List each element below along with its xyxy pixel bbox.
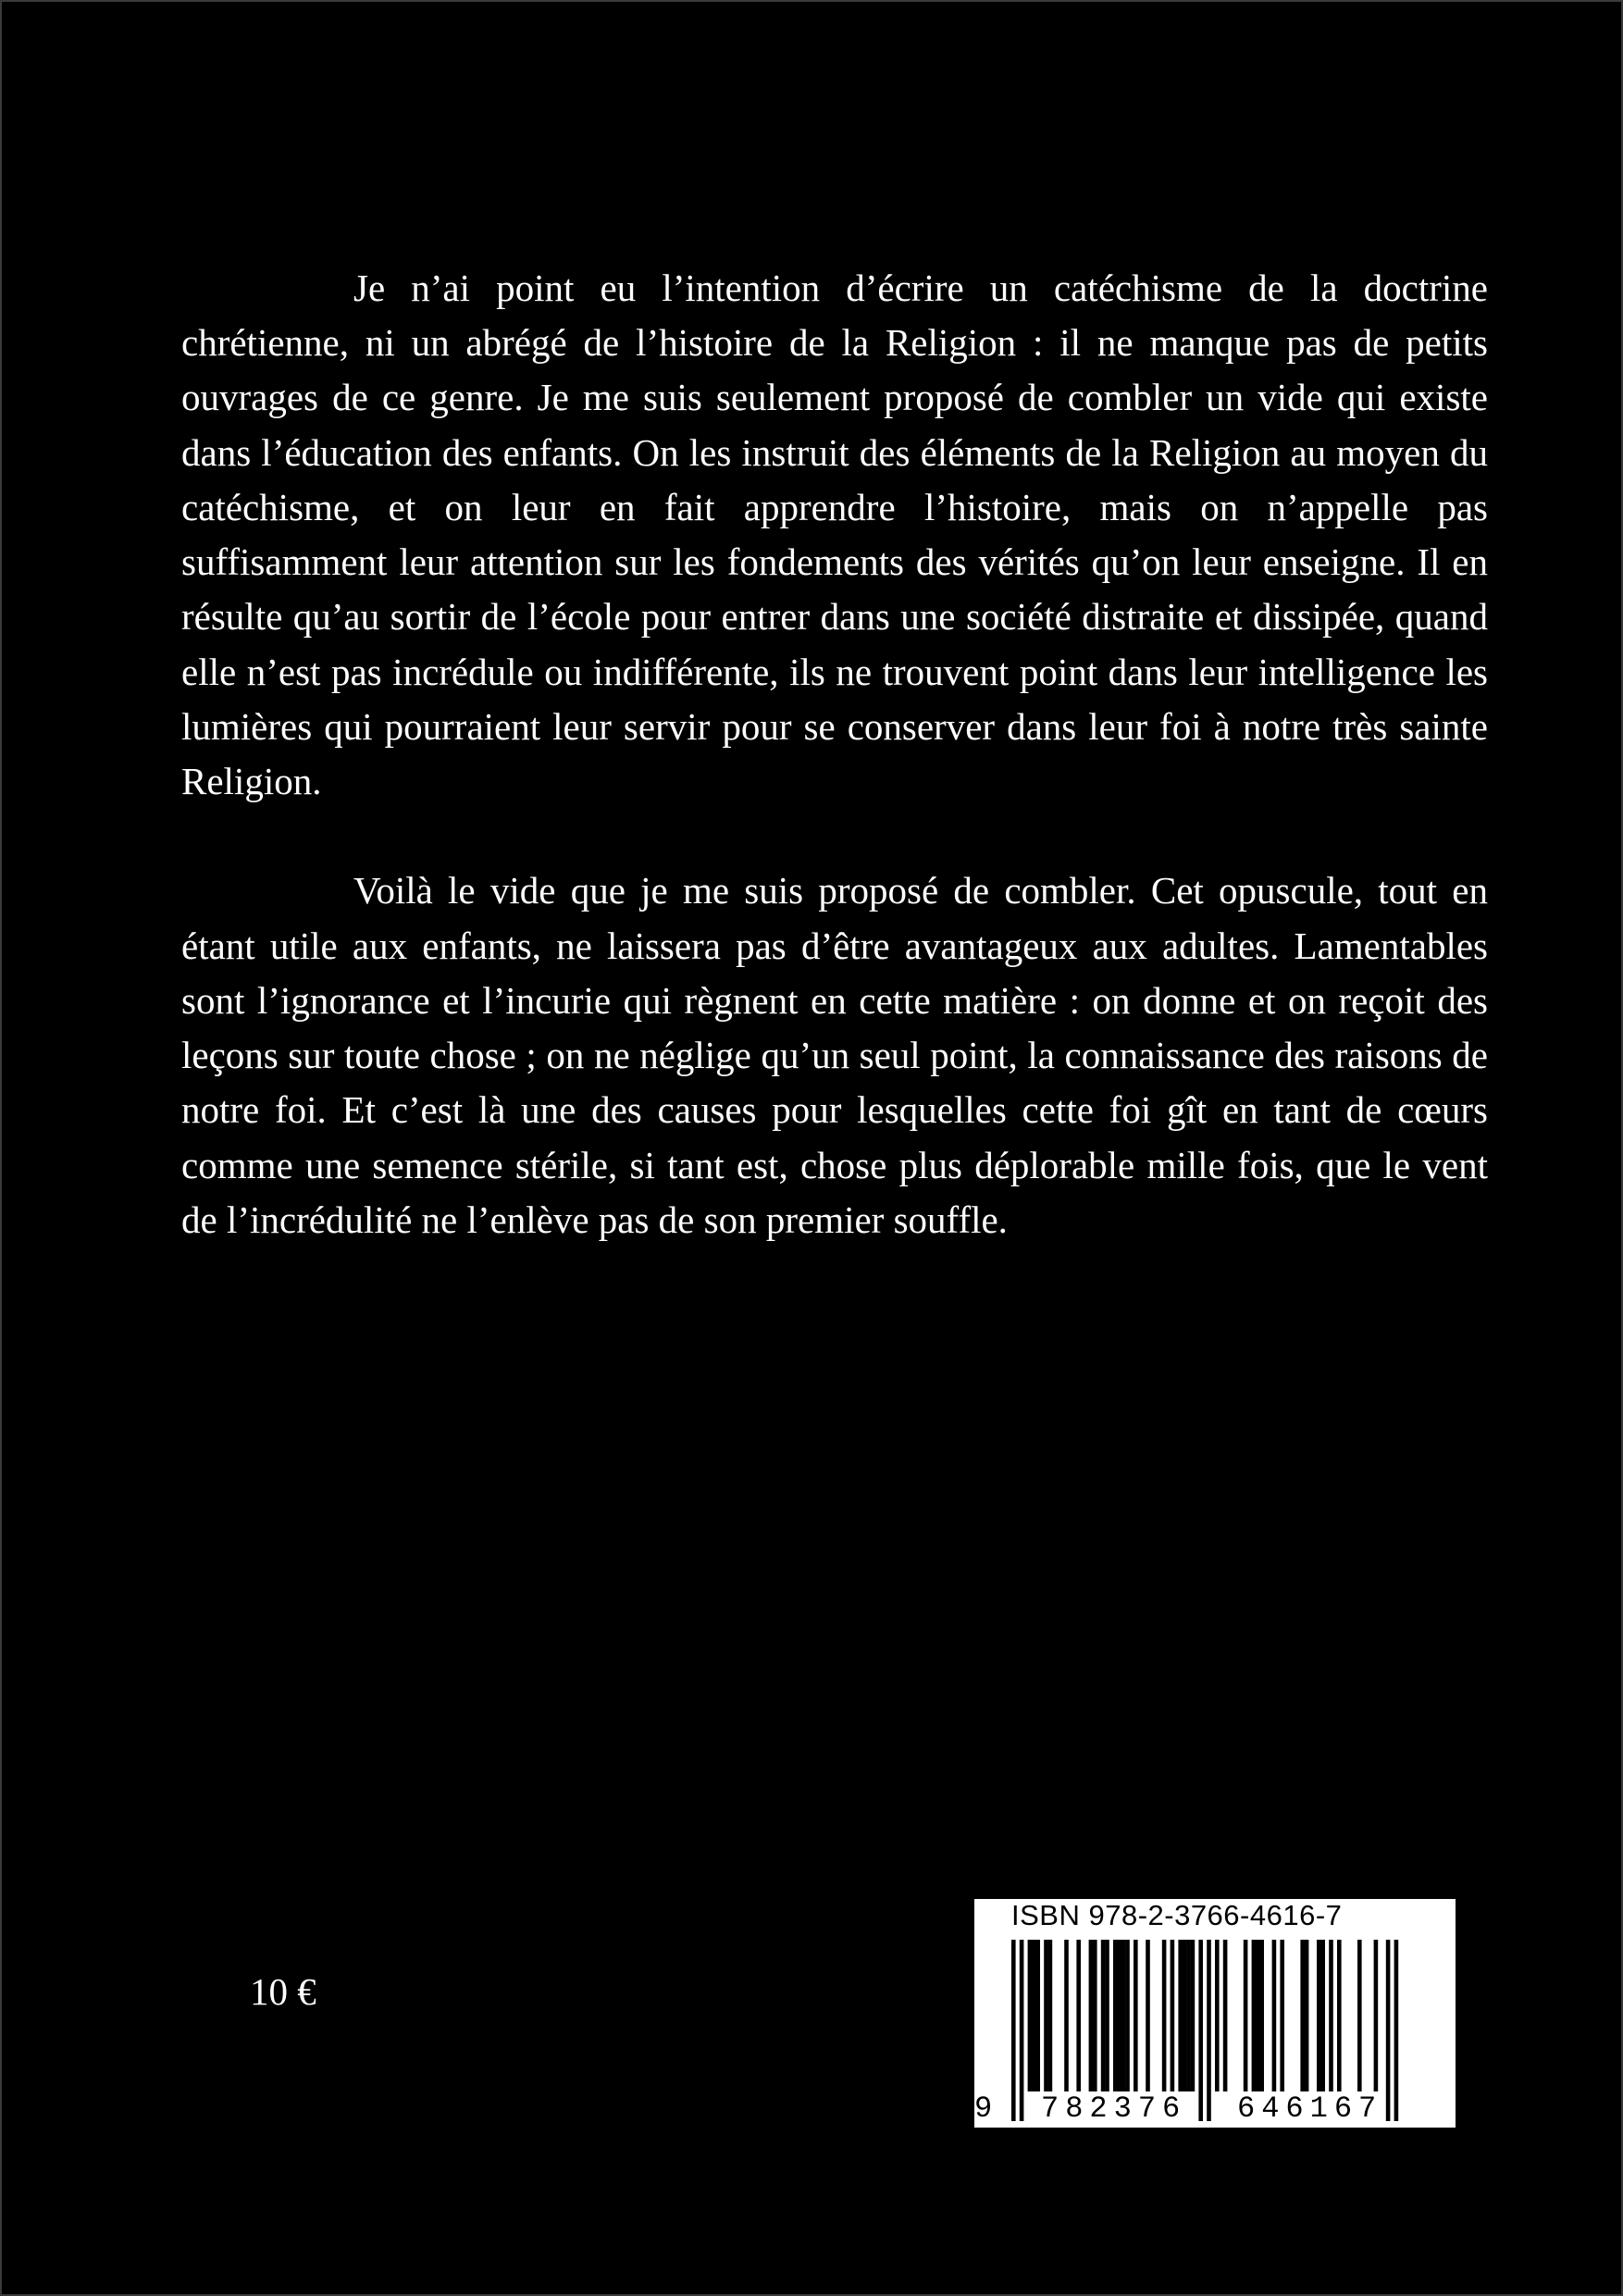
barcode-bar <box>1048 1940 1053 2091</box>
barcode-bar <box>1317 1940 1321 2091</box>
barcode-bar <box>1183 1940 1187 2091</box>
barcode-bar <box>1113 1940 1118 2091</box>
barcode-bar <box>1101 1940 1106 2091</box>
barcode-bar <box>1134 1940 1138 2091</box>
barcode-bar <box>1171 1940 1175 2091</box>
barcode-bar <box>1121 1940 1126 2091</box>
barcode-bar <box>1186 1940 1191 2091</box>
barcode-bar <box>1076 1940 1081 2091</box>
barcode-digit-first: 9 <box>974 2091 999 2126</box>
barcode-digits-left: 782376 <box>1041 2091 1187 2126</box>
barcode-bar <box>1032 1940 1036 2091</box>
barcode-bar <box>1329 1940 1333 2091</box>
barcode-bar <box>1064 1940 1069 2091</box>
barcode-bar <box>1178 1940 1183 2091</box>
barcode-bar <box>1252 1940 1257 2091</box>
barcode-bar <box>1162 1940 1167 2091</box>
price-label: 10 € <box>250 1970 316 2013</box>
blurb-paragraph-1: Je n’ai point eu l’intention d’écrire un catéchisme de la doctrine chrétienne, ni un abrégé de l’histoire de la Religion : il ne manque pas de petits ouvrages de ce genre. Je me suis seulement proposé de combler un vide qui existe dans l’éducation des enfants. On les instruit des éléments de la Religion au moyen du catéchisme, et on leur en fait apprendre l’histoire, mais on n’appelle pas suffisamment leur attention sur les fondements des vérités qu’on leur enseigne. Il en résulte qu’au sortir de l’école pour entrer dans une société distraite et dissipée, quand elle n’est pas incrédule ou indifférente, ils ne trouvent point dans leur intelligence les lumières qui pourraient leur servir pour se conserver dans leur foi à notre très sainte Religion. <box>181 267 1488 803</box>
barcode-digits-right: 646167 <box>1237 2091 1383 2126</box>
barcode-bar <box>1337 1940 1342 2091</box>
barcode-bar <box>1357 1940 1362 2091</box>
barcode-bar <box>1105 1940 1109 2091</box>
barcode-bar <box>1093 1940 1097 2091</box>
barcode-bar <box>1125 1940 1130 2091</box>
barcode-bar <box>1223 1940 1228 2091</box>
barcode-bar <box>1244 1940 1248 2091</box>
barcode-digits <box>974 2091 1456 2125</box>
barcode-bar <box>1191 1940 1196 2091</box>
isbn-label: ISBN 978-2-3766-4616-7 <box>1011 1899 1343 1931</box>
barcode-bar <box>1117 1940 1121 2091</box>
barcode-bar <box>1320 1940 1325 2091</box>
barcode-bar <box>1256 1940 1260 2091</box>
barcode-bar <box>1305 1940 1309 2091</box>
barcode-bar <box>1028 1940 1033 2091</box>
barcode-bar <box>1044 1940 1048 2091</box>
barcode-bar <box>1035 1940 1040 2091</box>
barcode-bar <box>1374 1940 1379 2091</box>
barcode-bar <box>1272 1940 1277 2091</box>
barcode-bar <box>1259 1940 1264 2091</box>
blurb-paragraph-2: Voilà le vide que je me suis proposé de combler. Cet opuscule, tout en étant utile aux enfants, ne laissera pas d’être avantageux aux adultes. Lamentables sont l’ignorance et l’incurie qui règnent en cette matière : on donne et on reçoit des leçons sur toute chose ; on ne néglige qu’un seul point, la connaissance des raisons de notre foi. Et c’est là une des causes pour lesquelles cette foi gît en tant de cœurs comme une semence stérile, si tant est, chose plus déplorable mille fois, que le vent de l’incrédulité ne l’enlève pas de son premier souffle. <box>181 869 1488 1241</box>
barcode-bar <box>1215 1940 1220 2091</box>
back-cover-blurb <box>181 261 1488 1247</box>
barcode-bar <box>1146 1940 1150 2091</box>
barcode-bar <box>1089 1940 1094 2091</box>
barcode-bar <box>1280 1940 1284 2091</box>
isbn-barcode <box>974 1899 1456 2128</box>
barcode-bar <box>1300 1940 1305 2091</box>
